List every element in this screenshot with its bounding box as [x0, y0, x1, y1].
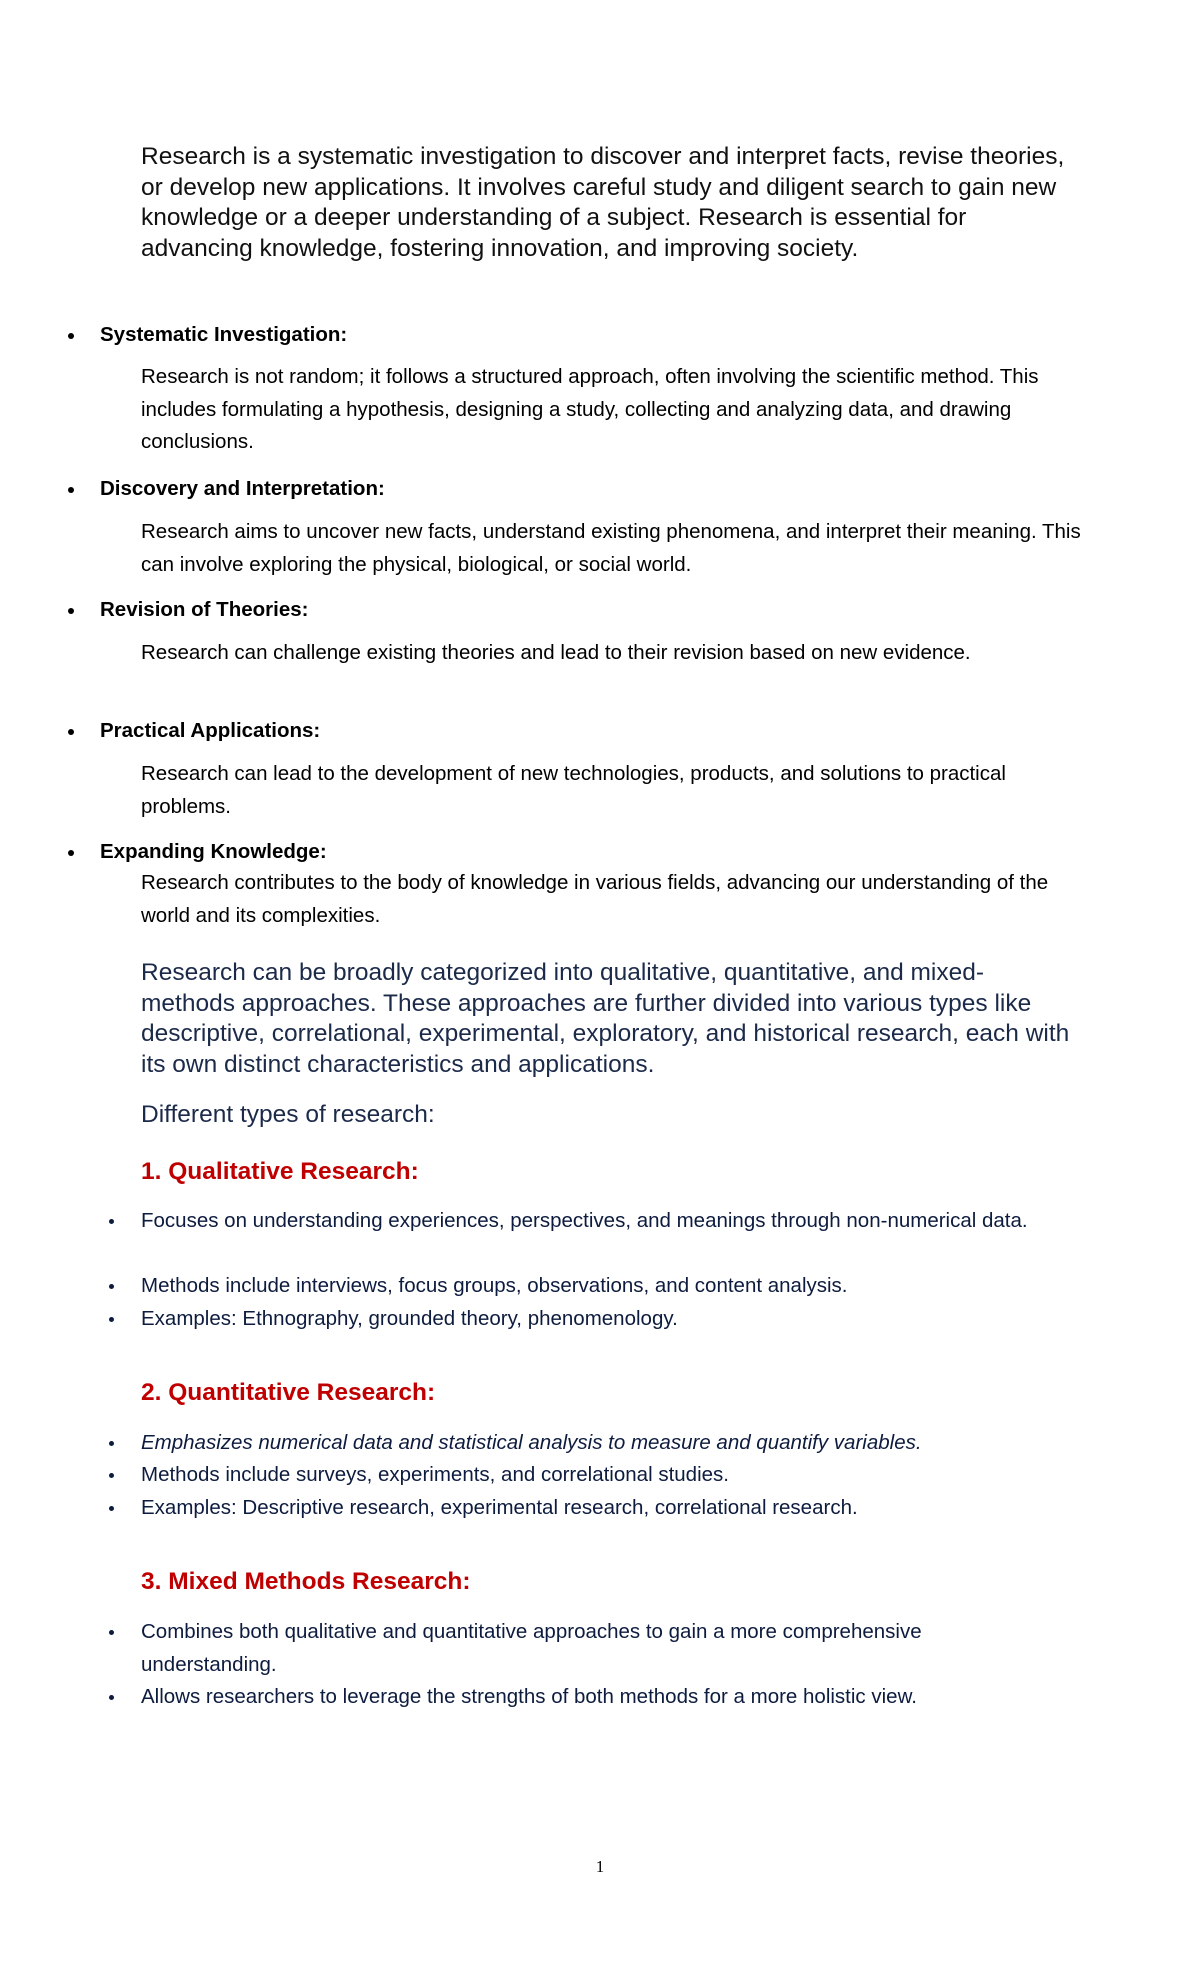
list-item: Methods include interviews, focus groups, observations, and content analysis.: [141, 1270, 1041, 1303]
list-item: Focuses on understanding experiences, perspectives, and meanings through non-numerical data.: [141, 1205, 1041, 1238]
definition-body-knowledge: Research contributes to the body of knowledge in various fields, advancing our understanding of the world and its complexities.: [141, 871, 1049, 927]
list-item: Methods include surveys, experiments, and correlational studies.: [141, 1459, 1041, 1492]
definition-body-applications: Research can lead to the development of new technologies, products, and solutions to practical problems.: [141, 762, 1006, 818]
definition-heading-discovery: Discovery and Interpretation:: [100, 474, 385, 504]
list-item: Examples: Descriptive research, experimental research, correlational research.: [141, 1492, 1041, 1525]
section-heading-qualitative: 1. Qualitative Research:: [141, 1158, 419, 1185]
list-item: Allows researchers to leverage the strengths of both methods for a more holistic view.: [141, 1681, 1041, 1714]
definition-body-systematic: Research is not random; it follows a structured approach, often involving the scientific method. This includes formulating a hypothesis, designing a study, collecting and analyzing data, and drawing conclusions.: [141, 365, 1039, 453]
categories-paragraph: Research can be broadly categorized into qualitative, quantitative, and mixed-methods approaches. These approaches are further divided into various types like descriptive, correlational, experimental, exploratory, and historical research, each with its own distinct characteristics and applications.: [141, 959, 1070, 1078]
page-number: 1: [595, 1857, 605, 1876]
section-heading-quantitative: 2. Quantitative Research:: [141, 1379, 436, 1406]
types-label: Different types of research:: [141, 1101, 435, 1128]
definition-heading-revision: Revision of Theories:: [100, 595, 308, 625]
list-item: Emphasizes numerical data and statistical analysis to measure and quantify variables.: [141, 1427, 1041, 1460]
definition-body-revision: Research can challenge existing theories and lead to their revision based on new evidence.: [141, 641, 971, 664]
intro-paragraph: Research is a systematic investigation to discover and interpret facts, revise theories, or develop new applications. It involves careful study and diligent search to gain new knowledge or a deeper understanding of a subject. Research is essential for advancing knowledge, fostering innovation, and improving society.: [141, 143, 1065, 262]
definition-body-discovery: Research aims to uncover new facts, understand existing phenomena, and interpret their meaning. This can involve exploring the physical, biological, or social world.: [141, 520, 1081, 576]
list-item: Combines both qualitative and quantitative approaches to gain a more comprehensive understanding.: [141, 1616, 1041, 1681]
section-heading-mixed: 3. Mixed Methods Research:: [141, 1568, 471, 1595]
definition-heading-knowledge: Expanding Knowledge:: [100, 837, 327, 867]
list-item: Examples: Ethnography, grounded theory, phenomenology.: [141, 1303, 1041, 1336]
definition-heading-systematic: Systematic Investigation:: [100, 320, 347, 350]
definition-heading-applications: Practical Applications:: [100, 716, 320, 746]
